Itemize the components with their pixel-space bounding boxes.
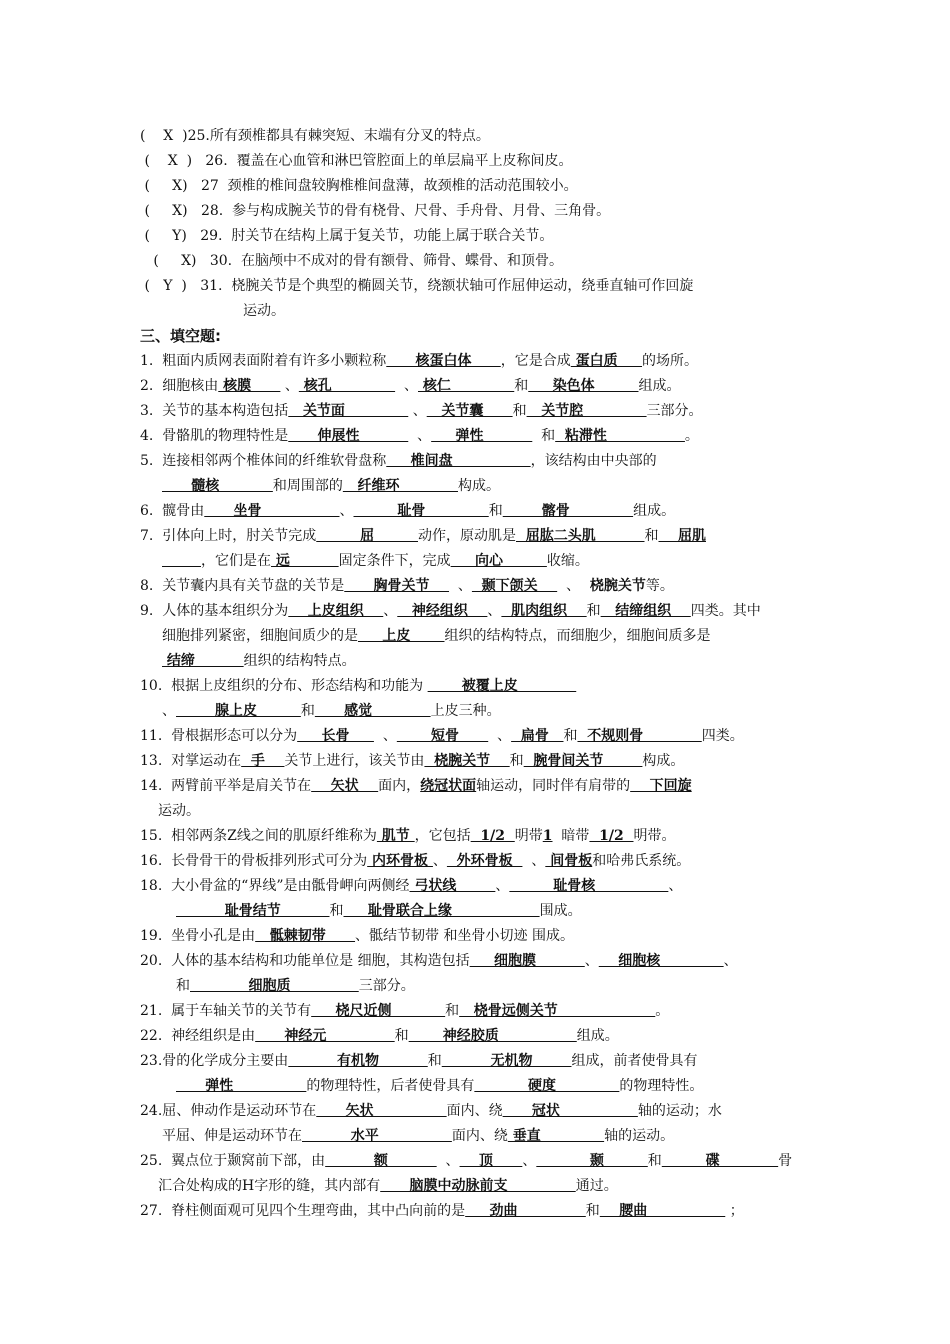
answer: 1/2 — [589, 828, 634, 844]
q-text: 和 — [329, 903, 344, 919]
answer: 下回旋 — [630, 778, 692, 794]
q-text: 和 — [394, 1028, 409, 1044]
q-text: 、 — [522, 1153, 537, 1169]
answer: 外环骨板 — [446, 853, 523, 869]
section-title: 三、填空题: — [140, 327, 221, 345]
q-text: 面内、绕 — [451, 1128, 508, 1144]
q-text: ，它是合成 — [500, 353, 571, 369]
tf-text: 31. 桡腕关节是个典型的椭圆关节，绕额状轴可作屈伸运动，绕垂直轴可作回旋 — [186, 278, 694, 294]
q-text: 9. 人体的基本组织分为 — [140, 603, 289, 619]
tf-text: 30. 在脑颅中不成对的骨有额骨、筛骨、蝶骨、和顶骨。 — [196, 253, 564, 269]
q-2 — [140, 374, 860, 399]
q-25 — [140, 1149, 860, 1174]
answer: 1/2 — [470, 828, 515, 844]
answer: 远 — [271, 553, 339, 569]
q-text: 和 — [300, 703, 315, 719]
q-6 — [140, 499, 860, 524]
answer: 关节面 — [288, 403, 409, 419]
answer: 伸展性 — [288, 428, 409, 444]
answer: 腰曲 — [599, 1203, 726, 1219]
q-text: 骨 — [778, 1153, 793, 1169]
q-text: 3. 关节的基本构造包括 — [140, 403, 289, 419]
q-text: 、 — [408, 428, 432, 444]
q-text: 和 — [509, 753, 524, 769]
q-text: 的物理特性，后者使骨具有 — [306, 1078, 475, 1094]
q-text: 和 — [644, 528, 659, 544]
q-text: 7. 引体向上时，肘关节完成 — [140, 528, 317, 544]
q-21 — [140, 999, 860, 1024]
q-text: 组成。 — [633, 503, 676, 519]
answer: 感觉 — [314, 703, 431, 719]
answer: 屈 — [316, 528, 418, 544]
answer: 桡腕关节 — [424, 753, 510, 769]
q-text: 组成。 — [576, 1028, 619, 1044]
q-text: 和 — [532, 428, 556, 444]
q-text: 构成。 — [457, 478, 500, 494]
answer: 胸骨关节 — [344, 578, 450, 594]
q-5-cont — [140, 474, 860, 499]
answer: 坐骨 — [204, 503, 340, 519]
answer: 弹性 — [431, 428, 533, 444]
q-text: 。 — [655, 1003, 670, 1019]
q-text: 明带。 — [633, 828, 676, 844]
answer: 手 — [241, 753, 285, 769]
q-15 — [140, 824, 860, 849]
answer: 桡尺近侧 — [311, 1003, 446, 1019]
q-text: 平屈、伸是运动环节在 — [162, 1128, 302, 1144]
q-text: 、 — [373, 728, 397, 744]
q-27 — [140, 1199, 860, 1224]
tf-mark: ( Y) — [140, 228, 187, 244]
answer: 额 — [325, 1153, 437, 1169]
tf-text: 26. 覆盖在心血管和淋巴管腔面上的单层扁平上皮称间皮。 — [192, 153, 573, 169]
tf-mark: ( X) — [140, 178, 188, 194]
q-text: 、 — [395, 378, 418, 394]
answer: 椎间盘 — [386, 453, 531, 469]
answer: 脑膜中动脉前支 — [380, 1178, 576, 1194]
q-text: 动作，原动肌是 — [418, 528, 516, 544]
q-8 — [140, 574, 860, 599]
q-text: 的场所。 — [642, 353, 699, 369]
tf-mark: ( X ) — [140, 128, 188, 144]
answer: 垂直 — [507, 1128, 605, 1144]
q-3 — [140, 399, 860, 424]
q-18-cont — [140, 899, 860, 924]
answer: 核仁 — [418, 378, 515, 394]
q-text: 面内， — [378, 778, 421, 794]
tf-item-31 — [140, 274, 860, 299]
answer: 颞 — [536, 1153, 648, 1169]
q-text: 、 — [436, 1153, 460, 1169]
answer: 细胞膜 — [469, 953, 585, 969]
answer: 粘滞性 — [555, 428, 685, 444]
answer: 纤维环 — [342, 478, 458, 494]
q-text: 和 — [488, 503, 503, 519]
tf-text: 28. 参与构成腕关节的骨有桡骨、尺骨、手舟骨、月骨、三角骨。 — [187, 203, 611, 219]
answer: 核蛋白体 — [386, 353, 501, 369]
answer: 染色体 — [528, 378, 639, 394]
answer: 耻骨联合上缘 — [343, 903, 540, 919]
q-text: 三部分。 — [358, 978, 415, 994]
answer: 关节腔 — [526, 403, 647, 419]
tf-item-30 — [140, 249, 860, 274]
q-text: 固定条件下，完成 — [338, 553, 451, 569]
answer: 颞下颌关 — [471, 578, 558, 594]
answer: 1 — [542, 828, 553, 844]
q-text: 组成。 — [638, 378, 681, 394]
answer: 冠状 — [502, 1103, 638, 1119]
q-text: 轴的运动；水 — [637, 1103, 722, 1119]
tf-mark: ( X ) — [140, 153, 193, 169]
q-7-cont — [140, 549, 860, 574]
q-24 — [140, 1099, 860, 1124]
q-text: 4. 骨骼肌的物理特性是 — [140, 428, 289, 444]
q-text: 和 — [445, 1003, 460, 1019]
q-22 — [140, 1024, 860, 1049]
answer: 被覆上皮 — [427, 678, 577, 694]
q-16 — [140, 849, 860, 874]
q-text: 20. 人体的基本结构和功能单位是 细胞，其构造包括 — [140, 953, 470, 969]
answer: 矢状 — [311, 778, 379, 794]
tf-text: 27 颈椎的椎间盘较胸椎椎间盘薄，故颈椎的活动范围较小。 — [187, 178, 578, 194]
q-text: 和 — [512, 403, 527, 419]
answer: 无机物 — [441, 1053, 572, 1069]
q-9-cont2 — [140, 649, 860, 674]
q-text: 组织的结构特点，而细胞少，细胞间质多是 — [444, 628, 711, 644]
answer: 弹性 — [176, 1078, 307, 1094]
tf-item-31-cont: 运动。 — [243, 303, 285, 319]
q-text: 、 — [557, 578, 581, 594]
q-text: 22. 神经组织是由 — [140, 1028, 256, 1044]
q-text: 13. 对掌运动在 — [140, 753, 242, 769]
answer: 内环骨板 — [367, 853, 433, 869]
q-text: 、 — [408, 403, 427, 419]
answer: 向心 — [450, 553, 547, 569]
q-9 — [140, 599, 860, 624]
q-13 — [140, 749, 860, 774]
q-text: 和周围部的 — [272, 478, 343, 494]
answer: 蛋白质 — [570, 353, 643, 369]
fill-blank-section — [140, 349, 860, 1224]
answer: 神经组织 — [397, 603, 488, 619]
q-text: 23.骨的化学成分主要由 — [140, 1053, 289, 1069]
q-text: 21. 属于车轴关节的关节有 — [140, 1003, 312, 1019]
q-text: 和 — [176, 978, 190, 994]
answer: 上皮组织 — [288, 603, 384, 619]
q-text: 、 — [383, 603, 398, 619]
q-5 — [140, 449, 860, 474]
answer: 矢状 — [316, 1103, 447, 1119]
q-14-cont — [140, 799, 860, 824]
q-18 — [140, 874, 860, 899]
q-text: 、 — [584, 953, 599, 969]
answer: 结缔 — [162, 653, 244, 669]
q-text: 组织的结构特点。 — [243, 653, 356, 669]
q-text: 16. 长骨骨干的骨板排列形式可分为 — [140, 853, 368, 869]
q-text: 和 — [427, 1053, 442, 1069]
tf-mark: ( X) — [140, 203, 188, 219]
answer: 绕冠状面 — [420, 778, 477, 794]
answer: 碟 — [661, 1153, 779, 1169]
q-text: 、 — [522, 853, 546, 869]
q-14 — [140, 774, 860, 799]
q-text: 收缩。 — [546, 553, 589, 569]
answer: 耻骨结节 — [176, 903, 330, 919]
answer: 髓核 — [162, 478, 273, 494]
answer: 屈肱二头肌 — [516, 528, 645, 544]
answer — [162, 553, 201, 569]
q-text: 、 — [162, 703, 176, 719]
q-20-cont — [140, 974, 860, 999]
answer: 弓状线 — [409, 878, 496, 894]
tf-item-27 — [140, 174, 860, 199]
tf-mark: ( X) — [140, 253, 197, 269]
q-text: ，该结构由中央部的 — [530, 453, 657, 469]
answer: 桡腕关节 — [580, 578, 646, 594]
q-text: 轴运动，同时伴有肩带的 — [476, 778, 631, 794]
answer: 耻骨 — [353, 503, 489, 519]
q-4 — [140, 424, 860, 449]
q-text: 和 — [514, 378, 529, 394]
q-text: 暗带 — [552, 828, 590, 844]
q-text: 10. 根据上皮组织的分布、形态结构和功能为 — [140, 678, 428, 694]
q-1 — [140, 349, 860, 374]
tf-item-29 — [140, 224, 860, 249]
answer: 耻骨核 — [509, 878, 669, 894]
q-text: 运动。 — [158, 803, 200, 819]
tf-item-25 — [140, 124, 860, 149]
q-text: 围成。 — [539, 903, 582, 919]
answer: 核膜 — [218, 378, 281, 394]
q-text: ，它包括 — [414, 828, 471, 844]
answer: 不规则骨 — [577, 728, 702, 744]
answer: 劲曲 — [465, 1203, 586, 1219]
q-text: 轴的运动。 — [604, 1128, 675, 1144]
q-text: 15. 相邻两条Z线之间的肌原纤维称为 — [140, 828, 377, 844]
q-text: 通过。 — [575, 1178, 618, 1194]
q-text: 三部分。 — [646, 403, 703, 419]
answer: 关节囊 — [426, 403, 513, 419]
tf-text: 25.所有颈椎都具有棘突短、末端有分叉的特点。 — [187, 128, 490, 144]
answer: 腕骨间关节 — [523, 753, 643, 769]
q-text: 24.屈、伸动作是运动环节在 — [140, 1103, 317, 1119]
q-23 — [140, 1049, 860, 1074]
q-text: 上皮三种。 — [430, 703, 501, 719]
q-text: 面内、绕 — [446, 1103, 503, 1119]
tf-mark: ( Y ) — [140, 278, 187, 294]
q-10 — [140, 674, 860, 699]
q-11 — [140, 724, 860, 749]
q-text: 5. 连接相邻两个椎体间的纤维软骨盘称 — [140, 453, 387, 469]
q-text: 1. 粗面内质网表面附着有许多小颗粒称 — [140, 353, 387, 369]
q-10-cont — [140, 699, 860, 724]
q-text: ； — [725, 1203, 744, 1219]
q-text: 19. 坐骨小孔是由 — [140, 928, 256, 944]
q-24-cont — [140, 1124, 860, 1149]
answer: 硬度 — [474, 1078, 620, 1094]
q-text: 的物理特性。 — [619, 1078, 704, 1094]
q-text: 和 — [585, 1203, 600, 1219]
q-text: ，它们是在 — [201, 553, 271, 569]
answer: 水平 — [302, 1128, 452, 1144]
q-text: 和 — [647, 1153, 662, 1169]
q-text: 、 — [668, 878, 683, 894]
answer: 顶 — [459, 1153, 523, 1169]
answer: 神经元 — [255, 1028, 395, 1044]
q-text: 和 — [563, 728, 578, 744]
q-20 — [140, 949, 860, 974]
answer: 肌肉组织 — [501, 603, 587, 619]
q-text: 、 — [432, 853, 447, 869]
tf-item-26 — [140, 149, 860, 174]
q-text: 、 — [280, 378, 299, 394]
q-19 — [140, 924, 860, 949]
q-text: 11. 骨根据形态可以分为 — [140, 728, 298, 744]
answer: 有机物 — [288, 1053, 428, 1069]
q-text: 四类。 — [701, 728, 744, 744]
answer: 桡骨远侧关节 — [459, 1003, 656, 1019]
q-text: 25. 翼点位于颞窝前下部，由 — [140, 1153, 326, 1169]
q-text: 构成。 — [642, 753, 685, 769]
q-25-cont — [140, 1174, 860, 1199]
answer: 细胞核 — [598, 953, 724, 969]
q-text: 。 — [684, 428, 699, 444]
answer: 核孔 — [298, 378, 396, 394]
true-false-section — [140, 124, 860, 324]
q-text: 2. 细胞核由 — [140, 378, 219, 394]
answer: 上皮 — [358, 628, 445, 644]
q-text: 等。 — [645, 578, 674, 594]
answer: 肌节 — [376, 828, 415, 844]
tf-item-28 — [140, 199, 860, 224]
q-text: 、 — [487, 603, 502, 619]
q-9-cont — [140, 624, 860, 649]
answer: 短骨 — [396, 728, 489, 744]
q-text: 27. 脊柱侧面观可见四个生理弯曲，其中凸向前的是 — [140, 1203, 466, 1219]
q-text: 、 — [495, 878, 510, 894]
answer: 长骨 — [297, 728, 374, 744]
q-text: 四类。其中 — [690, 603, 761, 619]
q-text: 关节上进行，该关节由 — [284, 753, 425, 769]
q-text: 14. 两臂前平举是肩关节在 — [140, 778, 312, 794]
q-text: 细胞排列紧密，细胞间质少的是 — [162, 628, 358, 644]
q-text: 、骶结节韧带 和坐骨小切迹 围成。 — [355, 928, 574, 944]
answer: 结缔组织 — [600, 603, 691, 619]
tf-text: 29. 肘关节在结构上属于复关节，功能上属于联合关节。 — [186, 228, 554, 244]
q-text: 明带 — [514, 828, 543, 844]
q-text: 8. 关节囊内具有关节盘的关节是 — [140, 578, 345, 594]
answer: 骶棘韧带 — [255, 928, 356, 944]
q-text: 、 — [449, 578, 472, 594]
q-text: 组成，前者使骨具有 — [571, 1053, 698, 1069]
answer: 屈肌 — [658, 528, 706, 544]
q-23-cont — [140, 1074, 860, 1099]
q-text: 和哈弗氏系统。 — [592, 853, 691, 869]
q-text: 、 — [488, 728, 512, 744]
q-text: 汇合处构成的H字形的缝，其内部有 — [158, 1178, 381, 1194]
answer: 细胞质 — [190, 978, 359, 994]
answer: 间骨板 — [545, 853, 593, 869]
q-7 — [140, 524, 860, 549]
answer: 扁骨 — [511, 728, 564, 744]
q-text: 、 — [339, 503, 354, 519]
answer: 髂骨 — [502, 503, 634, 519]
q-text: 和 — [586, 603, 601, 619]
answer: 腺上皮 — [176, 703, 301, 719]
answer: 神经胶质 — [408, 1028, 577, 1044]
q-text: 18. 大小骨盆的“界线”是由骶骨岬向两侧经 — [140, 878, 410, 894]
q-text: 、 — [723, 953, 738, 969]
q-text: 6. 髋骨由 — [140, 503, 205, 519]
